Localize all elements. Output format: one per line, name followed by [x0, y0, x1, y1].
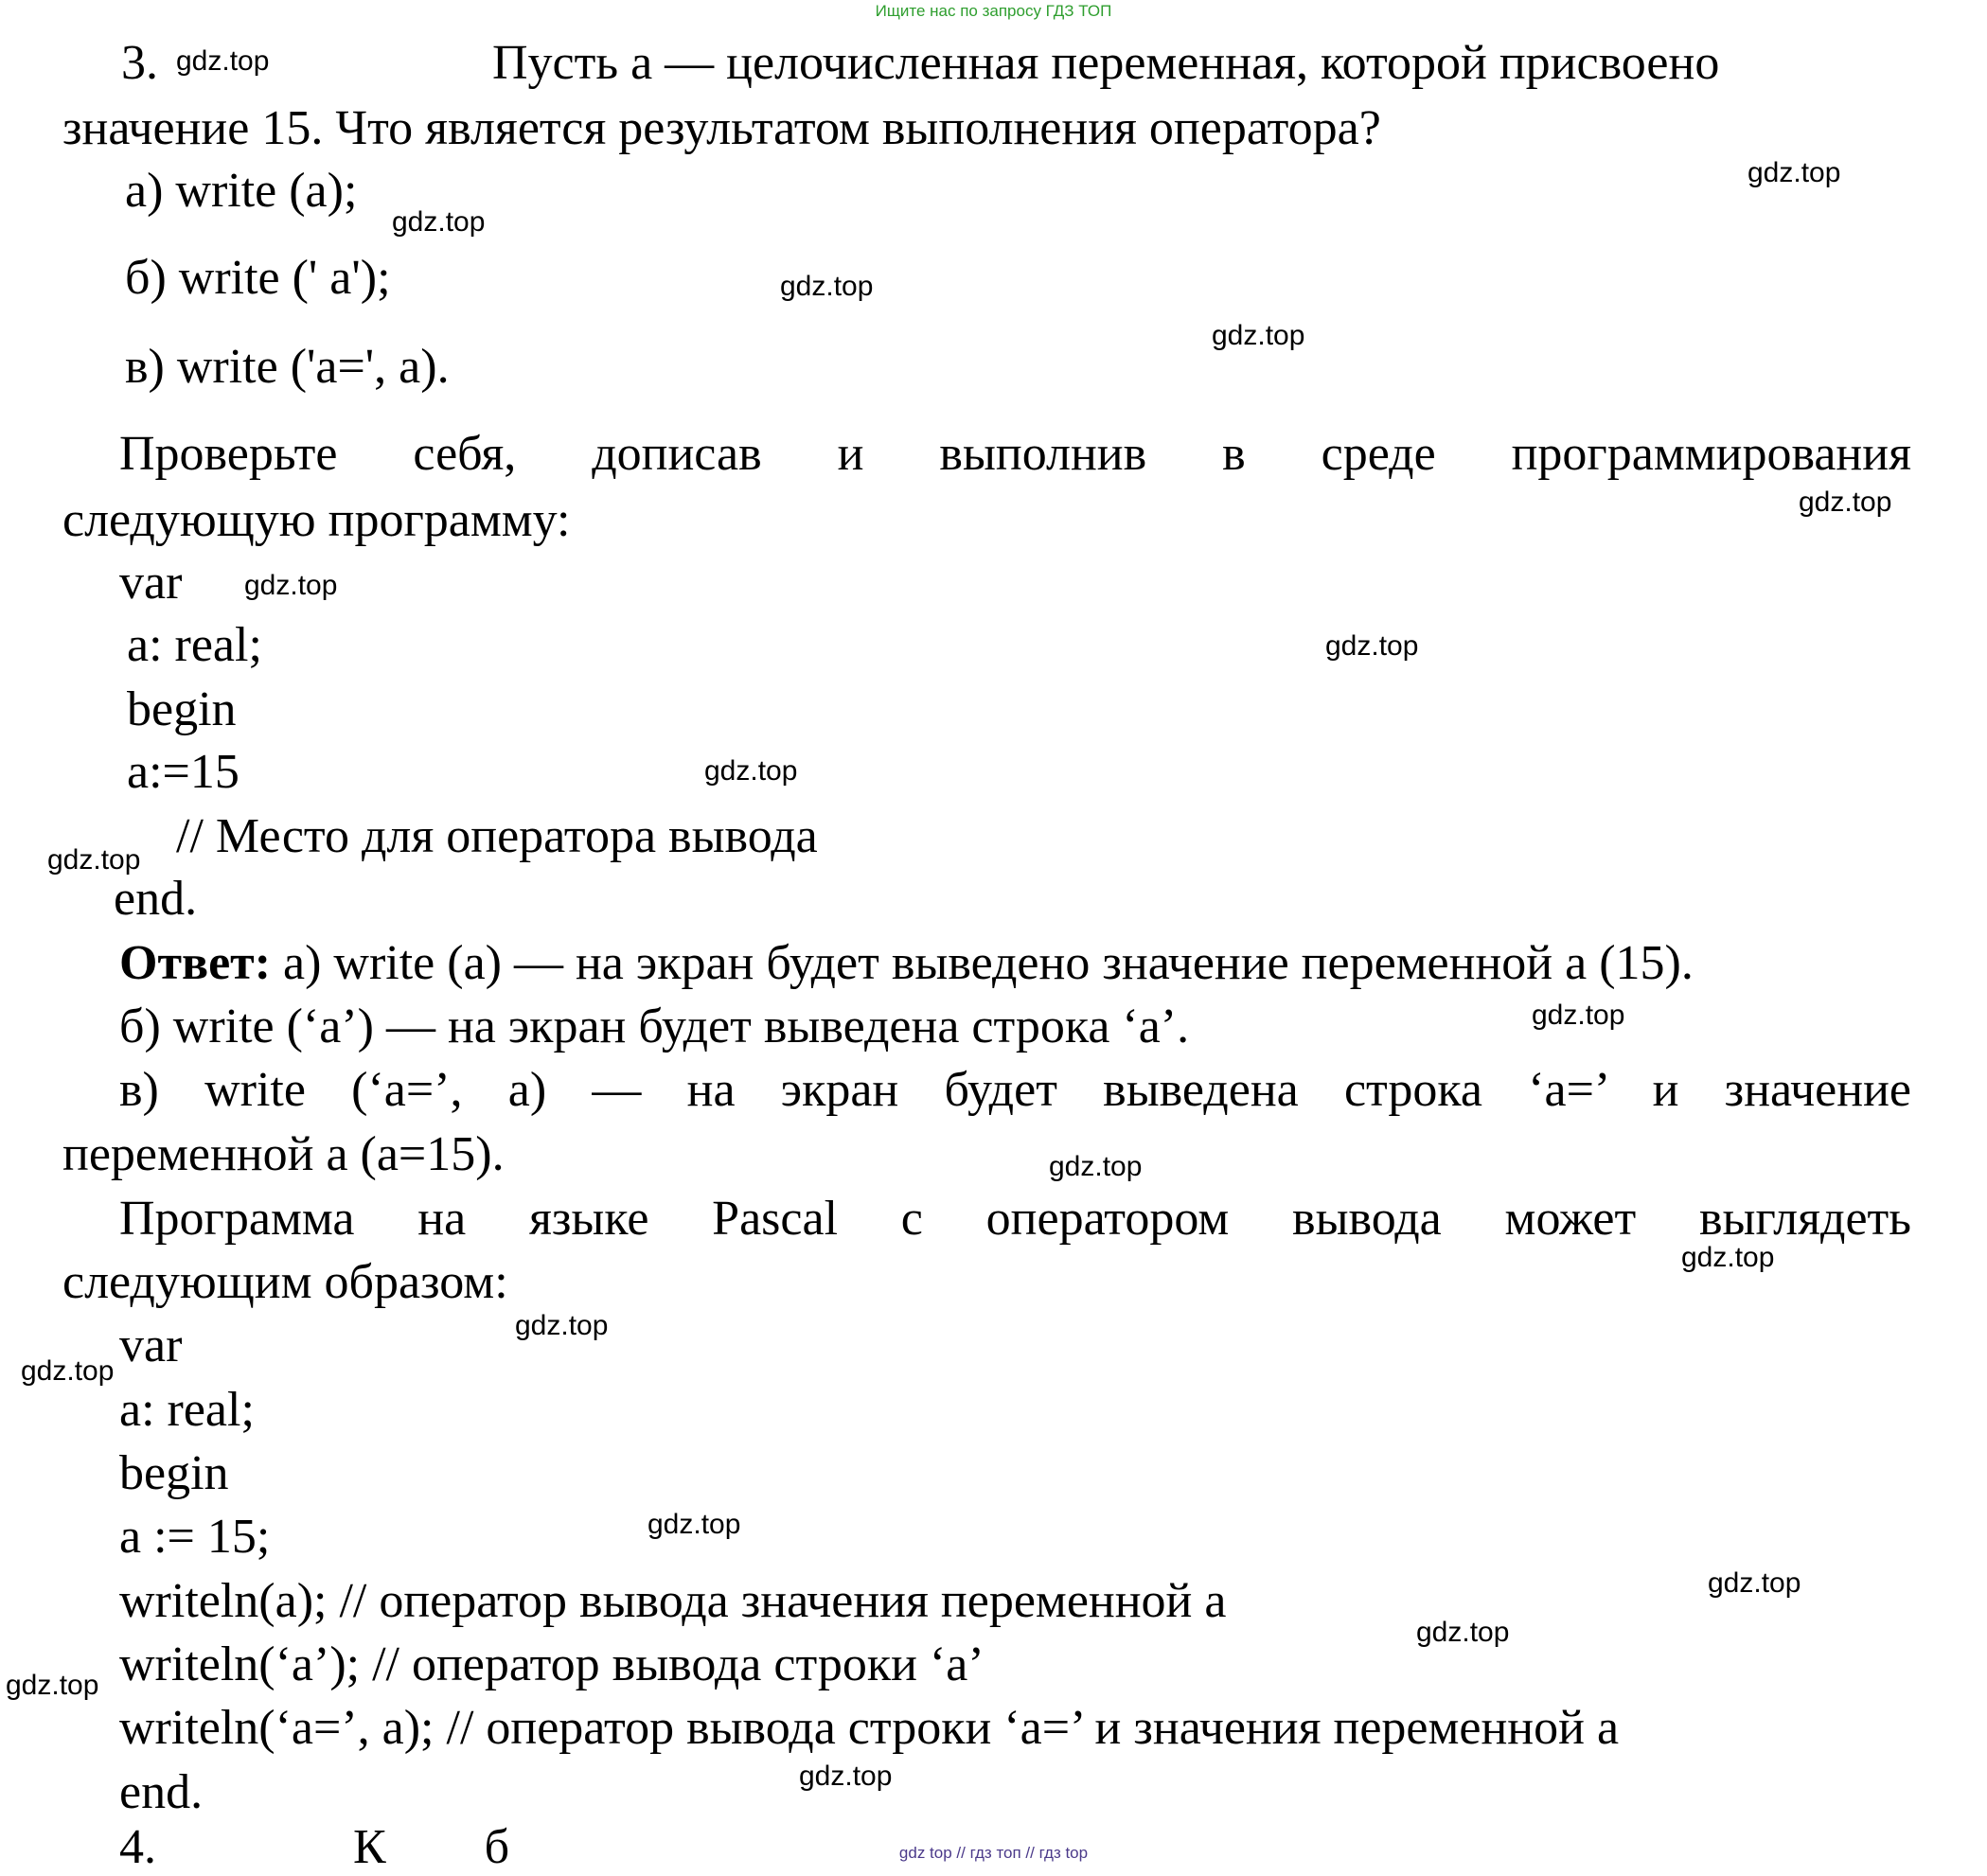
option-b: б) write (' а'); — [125, 251, 391, 305]
program2-line-writeln1: writeln(a); // оператор вывода значения переменной a — [119, 1574, 1227, 1628]
program2-line-begin: begin — [119, 1446, 229, 1500]
next-task-fragment: 4. К б — [119, 1820, 510, 1874]
task-text-line2: значение 15. Что является результатом выполнения оператора? — [62, 101, 1381, 155]
watermark: gdz.top — [21, 1355, 115, 1387]
watermark: gdz.top — [244, 570, 338, 601]
next-task-cut — [95, 1820, 947, 1874]
watermark: gdz.top — [799, 1761, 893, 1792]
watermark: gdz.top — [1325, 630, 1419, 662]
watermark: gdz.top — [1049, 1151, 1143, 1182]
program1-line-var: var — [119, 556, 183, 610]
answer-a-text: а) write (a) — на экран будет выведено значение переменной а (15). — [283, 936, 1694, 990]
watermark: gdz.top — [6, 1670, 99, 1701]
program2-line-decl: a: real; — [119, 1383, 255, 1437]
answer-line-a — [119, 935, 1694, 992]
answer-line-c2: переменной a (a=15). — [62, 1127, 505, 1181]
program1-line-end: end. — [114, 872, 198, 926]
watermark: gdz.top — [1708, 1567, 1801, 1599]
watermark: gdz.top — [515, 1310, 609, 1341]
watermark: gdz.top — [704, 755, 798, 787]
watermark: gdz.top — [1532, 1000, 1625, 1031]
watermark: gdz.top — [1416, 1617, 1510, 1648]
top-cut-text — [189, 0, 473, 28]
check-text-line1: Проверьте себя, дописав и выполнив в среде программирования — [119, 427, 1911, 481]
watermark: gdz.top — [648, 1509, 741, 1540]
task-text-line1: Пусть а — целочисленная переменная, которой присвоено — [492, 36, 1720, 90]
answer-label: Ответ: — [119, 936, 272, 990]
check-text-line2: следующую программу: — [62, 493, 571, 547]
program1-line-assign: a:=15 — [127, 745, 240, 799]
watermark: gdz.top — [392, 206, 486, 238]
program1-line-comment: // Место для оператора вывода — [176, 809, 818, 863]
watermark: gdz.top — [1747, 157, 1841, 188]
watermark: gdz.top — [1799, 487, 1892, 518]
answer-line-b: б) write (‘a’) — на экран будет выведена строка ‘a’. — [119, 1000, 1190, 1053]
watermark: gdz.top — [1681, 1242, 1775, 1273]
watermark: gdz.top — [47, 844, 141, 876]
watermark: gdz.top — [176, 45, 270, 77]
watermark: gdz.top — [780, 271, 874, 302]
program2-line-var: var — [119, 1319, 183, 1372]
task-number: 3. — [121, 36, 158, 90]
option-c: в) write ('а=', а). — [125, 340, 450, 394]
footer-links[interactable]: gdz top // гдз топ // гдз top — [898, 1844, 1089, 1862]
option-a: а) write (а); — [125, 164, 358, 218]
program2-line-writeln3: writeln(‘a=’, a); // оператор вывода строки ‘a=’ и значения переменной a — [119, 1701, 1620, 1755]
watermark: gdz.top — [1212, 320, 1305, 351]
program1-line-begin: begin — [127, 682, 237, 736]
answer-line-c1: в) write (‘a=’, a) — на экран будет выведена строка ‘a=’ и значение — [119, 1063, 1911, 1117]
program2-line-writeln2: writeln(‘a’); // оператор вывода строки ‘a’ — [119, 1637, 985, 1691]
program2-line-assign: a := 15; — [119, 1510, 271, 1564]
program2-line-end: end. — [119, 1765, 204, 1819]
pascal-intro-line1: Программа на языке Pascal с оператором вывода может выглядеть — [119, 1192, 1911, 1246]
header-search-link[interactable]: Ищите нас по запросу ГДЗ ТОП — [875, 2, 1112, 20]
pascal-intro-line2: следующим образом: — [62, 1255, 508, 1309]
program1-line-decl: a: real; — [127, 618, 262, 672]
